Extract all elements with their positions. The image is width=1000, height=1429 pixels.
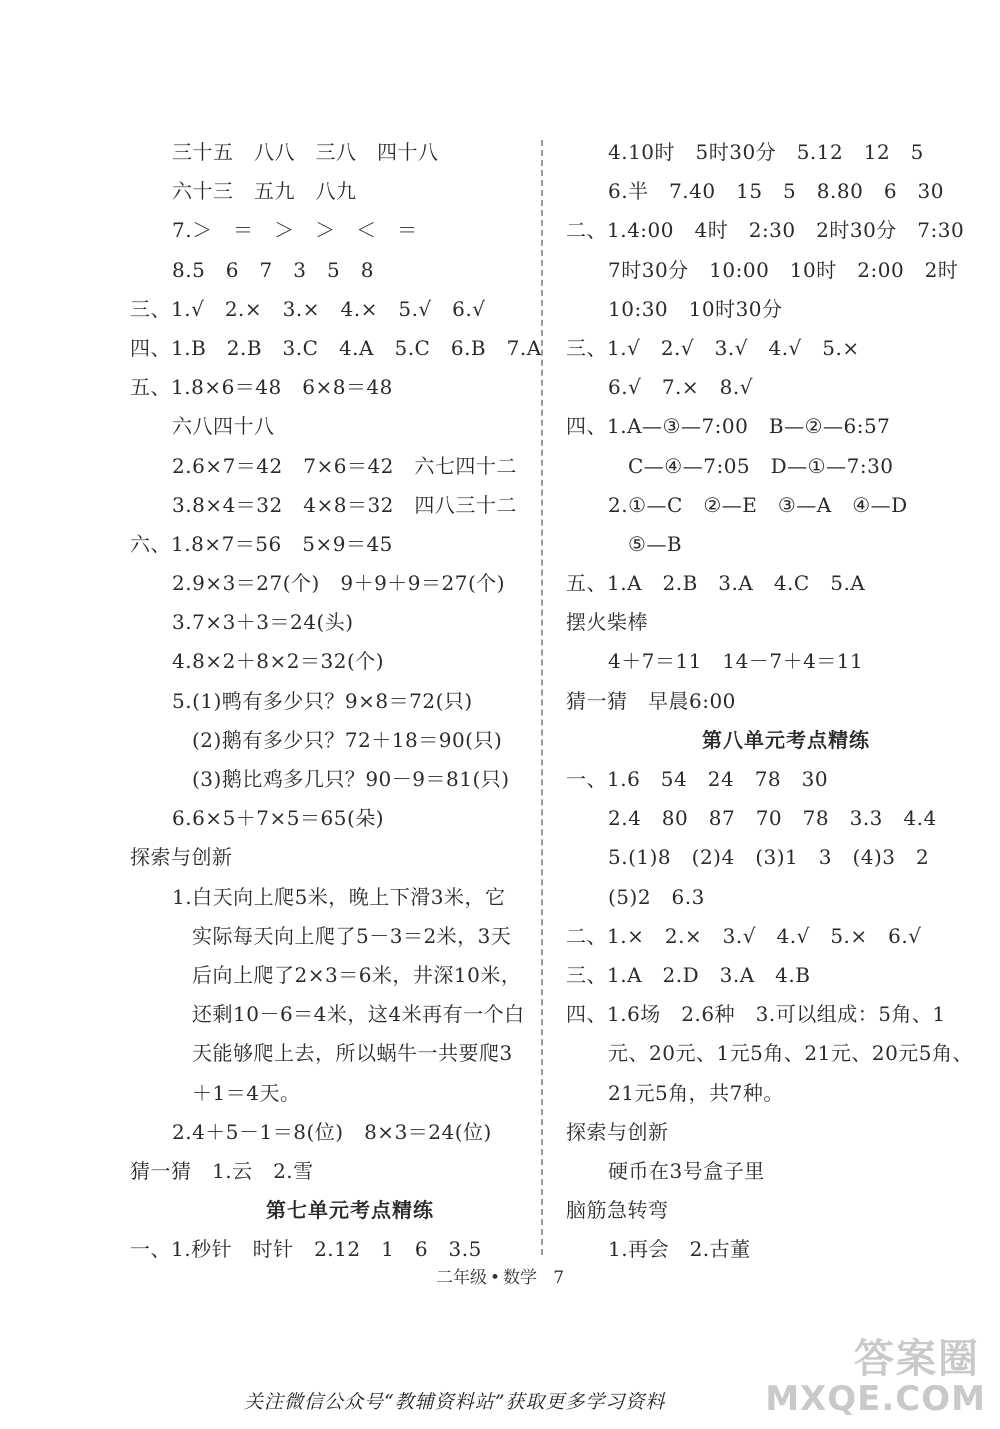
answer-line: 摆火柴棒 (566, 610, 648, 635)
answer-line: 探索与创新 (566, 1119, 669, 1144)
watermark-bottom-text: MXQE.COM (765, 1379, 986, 1419)
left-column (130, 133, 542, 1269)
right-column (566, 133, 986, 1269)
answer-line: 四、1.B 2.B 3.C 4.A 5.C 6.B 7.A (130, 335, 542, 360)
answer-line: 还剩10－6＝4米，这4米再有一个白 (192, 1002, 525, 1027)
answer-line: 2.6×7＝42 7×6＝42 六七四十二 (172, 453, 517, 478)
answer-line: (3)鹅比鸡多几只？90－9＝81(只) (192, 767, 510, 791)
answer-line: 探索与创新 (130, 845, 233, 870)
answer-line: 2.4＋5－1＝8(位) 8×3＝24(位) (172, 1119, 492, 1144)
footer-separator: • (489, 1268, 500, 1288)
answer-line: 6.6×5＋7×5＝65(朵) (172, 806, 385, 831)
answer-line: 三、1.√ 2.× 3.× 4.× 5.√ 6.√ (130, 296, 486, 321)
page-number: 7 (553, 1268, 565, 1288)
footer-subject: 数学 (502, 1268, 537, 1288)
answer-line: 四、1.A—③—7:00 B—②—6:57 (566, 414, 891, 439)
column-divider (541, 140, 543, 1255)
answer-line: (2)鹅有多少只？72＋18＝90(只) (192, 727, 503, 752)
answer-line: 2.9×3＝27(个) 9＋9＋9＝27(个) (172, 571, 506, 596)
answer-line: 三、1.√ 2.√ 3.√ 4.√ 5.× (566, 335, 860, 360)
answer-line: C—④—7:05 D—①—7:30 (628, 453, 894, 478)
answer-line: 1.再会 2.古董 (608, 1237, 751, 1262)
answer-line: 六八四十八 (172, 414, 275, 439)
watermark-top-text: 答案圈 (854, 1336, 980, 1382)
answer-line: 实际每天向上爬了5－3＝2米，3天 (192, 923, 512, 948)
answer-line: 五、1.8×6＝48 6×8＝48 (130, 375, 393, 400)
answer-line: 4.10时 5时30分 5.12 12 5 (608, 140, 924, 164)
answer-line: 21元5角，共7种。 (608, 1080, 784, 1105)
answer-line: 六、1.8×7＝56 5×9＝45 (130, 531, 393, 556)
answer-line: 猜一猜 早晨6:00 (566, 688, 736, 713)
answer-line: 硬币在3号盒子里 (608, 1158, 765, 1183)
answer-line: 二、1.4:00 4时 2:30 2时30分 7:30 (566, 218, 965, 243)
answer-line: 三、1.A 2.D 3.A 4.B (566, 962, 811, 987)
answer-line: 三十五 八八 三八 四十八 (172, 140, 439, 164)
answer-line: 2.①—C ②—E ③—A ④—D (608, 492, 908, 517)
answer-line: 3.7×3＋3＝24(头) (172, 610, 354, 635)
answer-line: 猜一猜 1.云 2.雪 (130, 1158, 314, 1183)
answer-line: 六十三 五九 八九 (172, 179, 357, 204)
answer-line: 一、1.秒针 时针 2.12 1 6 3.5 (130, 1237, 482, 1262)
section-heading: 第八单元考点精练 (702, 727, 870, 752)
answer-line: (5)2 6.3 (608, 884, 705, 909)
answer-line: 天能够爬上去，所以蜗牛一共要爬3 (192, 1041, 513, 1066)
answer-line: 后向上爬了2×3＝6米，井深10米， (192, 962, 522, 987)
answer-line: 3.8×4＝32 4×8＝32 四八三十二 (172, 492, 517, 517)
answer-line: 一、1.6 54 24 78 30 (566, 767, 829, 791)
answer-line: 6.√ 7.× 8.√ (608, 375, 753, 400)
answer-line: 7.＞ ＝ ＞ ＞ ＜ ＝ (172, 218, 418, 243)
answer-line: 8.5 6 7 3 5 8 (172, 257, 374, 282)
answer-line: ＋1＝4天。 (192, 1080, 301, 1105)
answer-line: 5.(1)鸭有多少只？9×8＝72(只) (172, 688, 473, 713)
answer-line: 元、20元、1元5角、21元、20元5角、 (608, 1041, 974, 1066)
answer-line: 4.8×2＋8×2＝32(个) (172, 649, 385, 674)
answer-line: 四、1.6场 2.6种 3.可以组成：5角、1 (566, 1002, 946, 1027)
answer-line: 二、1.× 2.× 3.√ 4.√ 5.× 6.√ (566, 923, 922, 948)
section-heading: 第七单元考点精练 (266, 1198, 434, 1223)
answer-line: 脑筋急转弯 (566, 1198, 669, 1223)
answer-line: 2.4 80 87 70 78 3.3 4.4 (608, 806, 937, 831)
answer-line: 4＋7＝11 14－7＋4＝11 (608, 649, 864, 674)
page-footer (0, 1263, 1000, 1288)
promo-text: 关注微信公众号“教辅资料站”获取更多学习资料 (244, 1391, 666, 1413)
answer-line: 7时30分 10:00 10时 2:00 2时 (608, 257, 959, 282)
answer-line: 1.白天向上爬5米，晚上下滑3米，它 (172, 884, 506, 909)
answer-line: 五、1.A 2.B 3.A 4.C 5.A (566, 571, 866, 596)
answer-line: 10:30 10时30分 (608, 296, 783, 321)
watermark-logo (765, 1327, 986, 1419)
answer-line: ⑤—B (628, 531, 683, 556)
footer-grade: 二年级 (435, 1268, 487, 1288)
answer-line: 6.半 7.40 15 5 8.80 6 30 (608, 179, 944, 204)
answer-line: 5.(1)8 (2)4 (3)1 3 (4)3 2 (608, 845, 930, 870)
